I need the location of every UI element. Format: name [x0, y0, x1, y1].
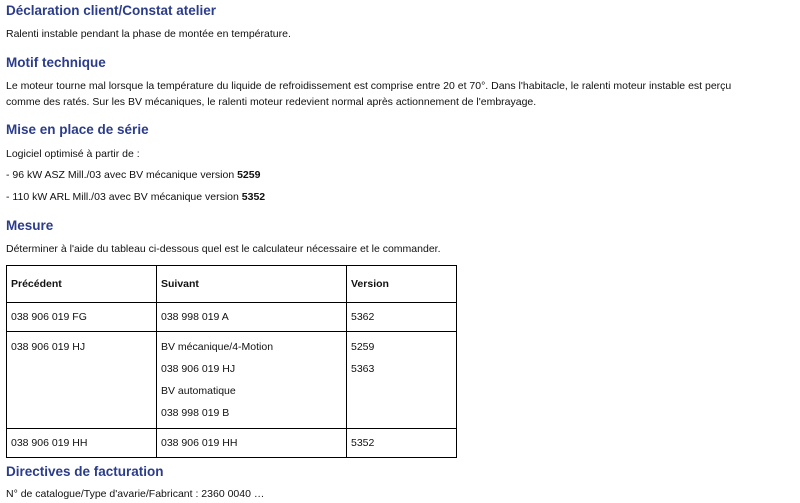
serie-item-2 [6, 189, 265, 205]
cell-line: 038 906 019 HJ [11, 341, 86, 353]
col-header-version: Version [347, 266, 457, 303]
cell-suivant [157, 332, 347, 429]
cell-suivant: 038 906 019 HH [157, 429, 347, 458]
cell-line: 5259 [351, 341, 375, 353]
heading-mise-en-place: Mise en place de série [6, 122, 149, 137]
serie-item-1-text: - 96 kW ASZ Mill./03 avec BV mécanique version [6, 169, 238, 181]
cell-precedent [7, 332, 157, 429]
table-row [7, 429, 457, 458]
cell-line: 038 906 019 HJ [161, 363, 236, 375]
motif-line-2: comme des ratés. Sur les BV mécaniques, le ralenti moteur redevient normal après actionnement de l'embrayage. [6, 96, 537, 108]
cell-precedent: 038 906 019 HH [7, 429, 157, 458]
motif-line-1: Le moteur tourne mal lorsque la température du liquide de refroidissement est comprise entre 20 et 70°. Dans l'habitacle, le ralenti moteur instable est perçu [6, 80, 732, 92]
serie-intro: Logiciel optimisé à partir de : [6, 148, 140, 160]
table-row [7, 303, 457, 332]
cell-line: BV automatique [161, 385, 236, 397]
cell-line: BV mécanique/4-Motion [161, 341, 274, 353]
cell-precedent: 038 906 019 FG [7, 303, 157, 332]
serie-item-1 [6, 167, 260, 183]
mesure-text: Déterminer à l'aide du tableau ci-dessous quel est le calculateur nécessaire et le commander. [6, 243, 441, 255]
col-header-precedent: Précédent [7, 266, 157, 303]
serie-item-1-version: 5259 [237, 169, 261, 181]
table-row [7, 332, 457, 429]
table-header-row [7, 266, 457, 303]
serie-item-2-text: - 110 kW ARL Mill./03 avec BV mécanique version [6, 191, 242, 203]
cell-line: 5363 [351, 363, 375, 375]
heading-facturation: Directives de facturation [6, 464, 164, 479]
ecu-table [6, 265, 457, 458]
cell-suivant: 038 998 019 A [157, 303, 347, 332]
cell-version [347, 332, 457, 429]
cell-line: 038 998 019 B [161, 407, 230, 419]
cell-version: 5362 [347, 303, 457, 332]
serie-item-2-version: 5352 [241, 191, 266, 203]
cell-version: 5352 [347, 429, 457, 458]
heading-mesure: Mesure [6, 218, 54, 233]
heading-motif-technique: Motif technique [6, 55, 106, 70]
declaration-text: Ralenti instable pendant la phase de montée en température. [6, 28, 291, 40]
col-header-suivant: Suivant [157, 266, 347, 303]
heading-declaration: Déclaration client/Constat atelier [6, 3, 217, 18]
facturation-text: N° de catalogue/Type d'avarie/Fabricant : 2360 0040 … [6, 488, 265, 500]
